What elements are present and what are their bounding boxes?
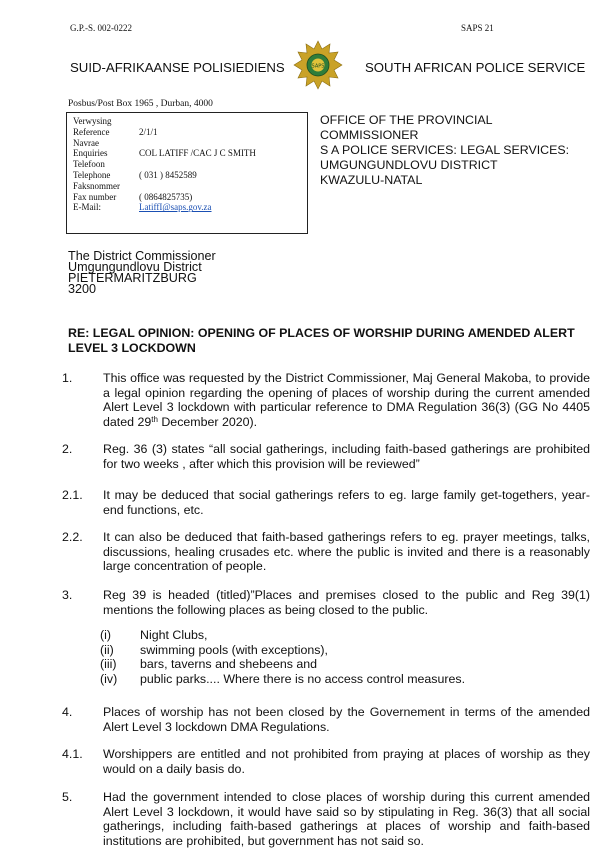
- form-code: G.P.-S. 002-0222: [70, 23, 133, 33]
- paragraph-1: [62, 371, 590, 429]
- office-line: UMGUNGUNDLOVU DISTRICT: [320, 158, 498, 172]
- paragraph-text: Worshippers are entitled and not prohibited from praying at places of worship as they would on a daily basis do.: [103, 747, 590, 776]
- office-line: S A POLICE SERVICES: LEGAL SERVICES:: [320, 143, 570, 157]
- reference-box: [66, 112, 308, 234]
- telephone-label: Telephone: [73, 169, 111, 180]
- paragraph-2-2: [62, 530, 590, 574]
- paragraph-2-1: [62, 488, 590, 517]
- reference-value: 2/1/1: [139, 126, 158, 137]
- enquiries-value: COL LATIFF /CAC J C SMITH: [139, 148, 256, 159]
- saps-code: SAPS 21: [461, 23, 494, 33]
- saps-emblem-icon: [293, 40, 343, 90]
- enquiries-label: Enquiries: [73, 148, 108, 159]
- paragraph-number: 2.: [62, 442, 73, 456]
- addressee-line: Umgungundlovu District: [68, 260, 202, 274]
- paragraph-number: 5.: [62, 790, 73, 804]
- paragraph-number: 3.: [62, 588, 73, 602]
- paragraph-text: Places of worship has not been closed by the Governement in terms of the amended Alert Level 3 lockdown DMA Regulations.: [103, 705, 590, 734]
- org-name-english: SOUTH AFRICAN POLICE SERVICE: [365, 60, 586, 75]
- addressee-line: 3200: [68, 282, 97, 296]
- paragraph-5: [62, 790, 590, 848]
- paragraph-text: Had the government intended to close places of worship during this current amended Alert Level 3 lockdown, it would have said so by stipulating in Reg. 36(3) that all social gatherings, including faith-based gatherings at places of worship and faith-based institutions are prohibited, but government has not said so.: [103, 790, 590, 848]
- email-link[interactable]: LatiffI@saps.gov.za: [139, 202, 212, 213]
- paragraph-number: 4.: [62, 705, 73, 719]
- telephone-row: [73, 170, 307, 181]
- telephone-value: ( 031 ) 8452589: [139, 169, 197, 180]
- fax-row: [73, 192, 307, 203]
- telefoon-label: Telefoon: [73, 159, 105, 170]
- svg-text:SAPS: SAPS: [311, 63, 325, 70]
- verwysing-label: Verwysing: [73, 116, 112, 126]
- office-block: [320, 113, 569, 188]
- navrae-label: Navrae: [73, 137, 99, 148]
- paragraph-number: 2.2.: [62, 530, 83, 544]
- reference-label: Reference: [73, 126, 110, 137]
- paragraph-number: 4.1.: [62, 747, 83, 761]
- paragraph-text: Reg 39 is headed (titled)”Places and premises closed to the public and Reg 39(1) mentions the following places as being closed to the public.: [103, 588, 590, 617]
- paragraph-text: Reg. 36 (3) states “all social gatherings, including faith-based gatherings are prohibited for two weeks , after which this provision will be reviewed”: [103, 442, 590, 471]
- fax-value: ( 0864825735): [139, 191, 193, 202]
- paragraph-text: This office was requested by the District Commissioner, Maj General Makoba, to provide a legal opinion regarding the opening of places of worship during the current amended Alert Level 3 lockdown with particular reference to DMA Regulation 36(3) (GG No 4405 dated 29th December 2020).: [103, 371, 590, 429]
- office-line: KWAZULU-NATAL: [320, 173, 423, 187]
- paragraph-3: [62, 588, 590, 617]
- office-line: COMMISSIONER: [320, 128, 419, 142]
- paragraph-number: 2.1.: [62, 488, 83, 502]
- addressee-line: The District Commissioner: [68, 249, 216, 263]
- paragraph-text: It may be deduced that social gatherings refers to eg. large family get-togethers, year-end functions, etc.: [103, 488, 590, 517]
- enquiries-row: [73, 148, 307, 159]
- email-row: [73, 202, 307, 213]
- postbox-address: Posbus/Post Box 1965 , Durban, 4000: [68, 99, 213, 109]
- paragraph-2: [62, 442, 590, 471]
- org-name-afrikaans: SUID-AFRIKAANSE POLISIEDIENS: [70, 60, 285, 75]
- subject-heading: RE: LEGAL OPINION: OPENING OF PLACES OF WORSHIP DURING AMENDED ALERT LEVEL 3 LOCKDOWN: [68, 326, 575, 355]
- email-label: E-Mail:: [73, 202, 101, 213]
- fax-label: Fax number: [73, 191, 117, 202]
- faksnommer-label: Faksnommer: [73, 180, 120, 191]
- paragraph-number: 1.: [62, 371, 73, 385]
- paragraph-4-1: [62, 747, 590, 776]
- office-line: OFFICE OF THE PROVINCIAL: [320, 113, 493, 127]
- addressee-line: PIETERMARITZBURG: [68, 271, 197, 285]
- paragraph-4: [62, 705, 590, 734]
- paragraph-text: It can also be deduced that faith-based gatherings refers to eg. prayer meetings, talks, discussions, healing crusades etc. where the public is invited and there is a reasonably large concentration of people.: [103, 530, 590, 574]
- addressee-block: [68, 251, 216, 295]
- reference-row: [73, 127, 307, 138]
